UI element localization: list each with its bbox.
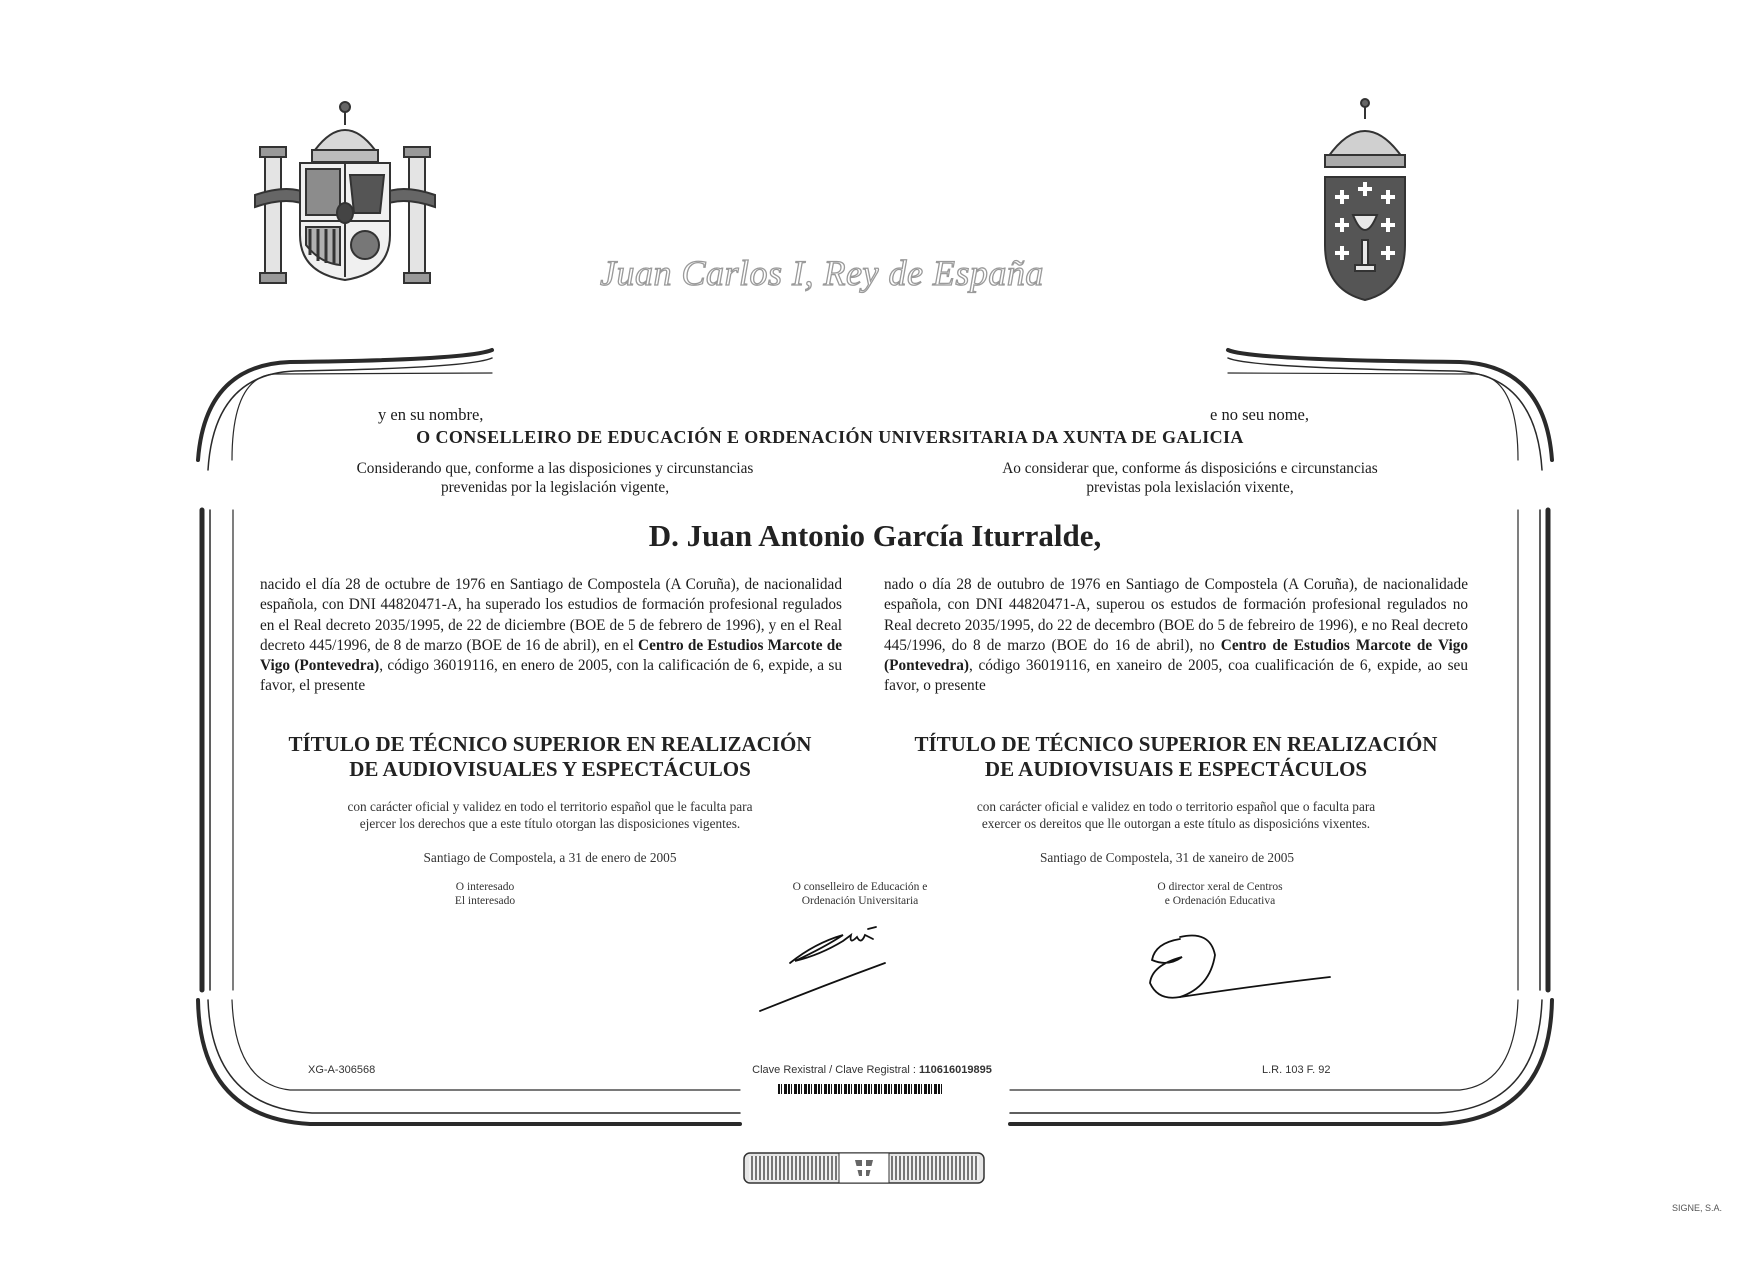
issuing-authority: O CONSELLEIRO DE EDUCACIÓN E ORDENACIÓN UNIVERSITARIA DA XUNTA DE GALICIA [416, 427, 1244, 447]
barcode [778, 1084, 944, 1094]
validity-es [260, 798, 840, 832]
degree-title-es-line2: DE AUDIOVISUALES Y ESPECTÁCULOS [349, 757, 751, 781]
director-signature [1140, 925, 1340, 1010]
body-es-part2: , código 36019116, en enero de 2005, con la calificación de 6, expide, a su favor, el presente [260, 657, 842, 695]
book-reference: L.R. 103 F. 92 [1262, 1064, 1331, 1076]
signatory-director-line2: e Ordenación Educativa [1164, 894, 1276, 907]
body-gl-part2: , código 36019116, en xaneiro de 2005, coa cualificación de 6, expide, ao seu favor, o presente [884, 657, 1468, 695]
registry-key [622, 1064, 1122, 1076]
validity-gl [886, 798, 1466, 832]
signatory-holder-es: El interesado [454, 894, 516, 907]
signatory-councillor-line1: O conselleiro de Educación e [792, 881, 928, 893]
signatory-councillor [760, 881, 960, 908]
considering-gl [885, 459, 1495, 497]
serial-number: XG-A-306568 [308, 1064, 376, 1076]
considering-es-line1: Considerando que, conforme a las disposiciones y circunstancias [356, 460, 754, 477]
considering-es-line2: prevenidas por la legislación vigente, [440, 479, 670, 496]
spain-coat-of-arms-icon [250, 95, 440, 290]
decorative-seal-band-icon [743, 1150, 985, 1186]
degree-title-gl-line1: TÍTULO DE TÉCNICO SUPERIOR EN REALIZACIÓN [914, 732, 1438, 756]
considering-gl-line1: Ao considerar que, conforme ás disposicións e circunstancias [1002, 460, 1378, 477]
printer-mark: SIGNE, S.A. [1672, 1203, 1723, 1213]
name-phrase-es: y en su nombre, [378, 405, 484, 424]
degree-title-gl [866, 732, 1486, 782]
registry-label: Clave Rexistral / Clave Registral : [752, 1064, 920, 1076]
body-gl-part1: nado o día 28 de outubro de 1976 en Santiago de Compostela (A Coruña), de nacionalidade española, con DNI 44820471-A, superou os estudos de formación profesional regulados no Real decreto 2035/1995, do 22 de decembro (BOE do 5 de febreiro de 1996), e no Real decreto 445/1996, do 8 de marzo (BOE do 16 de abril), no [884, 576, 1468, 654]
body-es-center: Centro de Estudios Marcote de Vigo (Pontevedra) [260, 636, 842, 675]
signatory-director-line1: O director xeral de Centros [1157, 881, 1283, 893]
validity-gl-line2: exercer os dereitos que lle outorgan a este título as disposicións vixentes. [981, 816, 1371, 831]
body-es-part1: nacido el día 28 de octubre de 1976 en Santiago de Compostela (A Coruña), de nacionalidad española, con DNI 44820471-A, ha superado los estudios de formación profesional regulados en el Real decreto 2035/1995, de 22 de diciembre (BOE de 5 de febrero de 1996), y en el Real decreto 445/1996, de 8 de marzo (BOE de 16 de abril), en el [260, 576, 842, 654]
recipient-name: D. Juan Antonio García Iturralde, [648, 518, 1102, 553]
validity-gl-line1: con carácter oficial e validez en todo o territorio español que o faculta para [976, 799, 1376, 814]
signatory-director [1120, 881, 1320, 908]
body-es [260, 575, 842, 697]
degree-title-gl-line2: DE AUDIOVISUAIS E ESPECTÁCULOS [984, 757, 1368, 781]
degree-title-es [240, 732, 860, 782]
considering-es [250, 459, 860, 497]
degree-title-es-line1: TÍTULO DE TÉCNICO SUPERIOR EN REALIZACIÓN [288, 732, 812, 756]
councillor-signature [755, 915, 955, 1015]
name-phrase-gl: e no seu nome, [1210, 405, 1309, 424]
registry-number: 110616019895 [919, 1064, 992, 1076]
signatory-holder-gl: O interesado [455, 881, 515, 893]
galicia-coat-of-arms-icon [1310, 95, 1420, 305]
validity-es-line2: ejercer los derechos que a este título otorgan las disposiciones vigentes. [359, 816, 741, 831]
royal-title: Juan Carlos I, Rey de España [600, 253, 1044, 293]
body-gl [884, 575, 1468, 697]
validity-es-line1: con carácter oficial y validez en todo el territorio español que le faculta para [347, 799, 753, 814]
signatory-councillor-line2: Ordenación Universitaria [801, 894, 919, 907]
considering-gl-line2: previstas pola lexislación vixente, [1086, 479, 1294, 496]
place-date-gl: Santiago de Compostela, 31 de xaneiro de 2005 [1039, 850, 1295, 865]
place-date-es: Santiago de Compostela, a 31 de enero de 2005 [423, 850, 677, 865]
signatory-holder [400, 881, 570, 908]
body-gl-center: Centro de Estudios Marcote de Vigo (Pontevedra) [884, 636, 1469, 675]
